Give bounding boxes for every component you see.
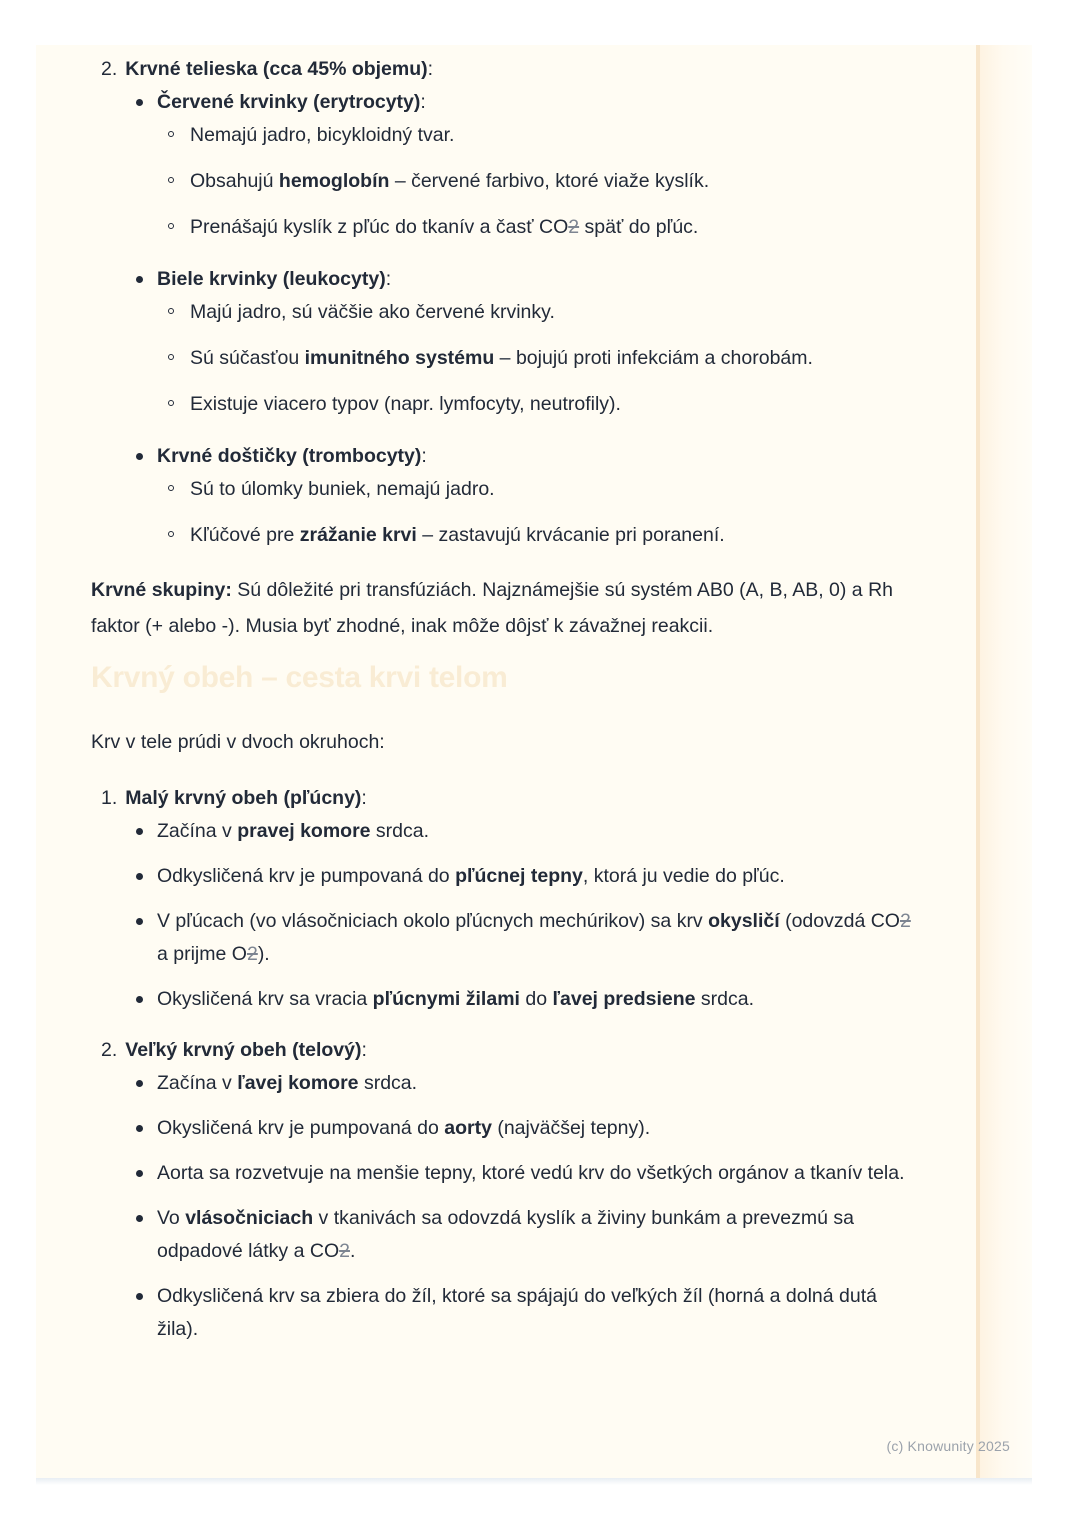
text-run: a prijme O: [157, 943, 247, 965]
text-run: ).: [257, 943, 270, 965]
text-run: .: [349, 1240, 356, 1262]
circle-marker-icon: [168, 531, 174, 537]
sub-bullet-item: [91, 473, 911, 506]
item-number: 1.: [101, 787, 118, 809]
text-run: pľúcnej tepny: [455, 865, 583, 887]
text-run: 2: [246, 943, 258, 965]
text-run: V pľúcach (vo vlásočniciach okolo pľúcnych mechúrikov) sa krv: [157, 910, 709, 932]
disc-marker-icon: [136, 918, 143, 925]
bullet-item: [91, 1067, 911, 1100]
text-run: Kľúčové pre: [190, 524, 300, 546]
text-run: imunitného systému: [304, 347, 495, 369]
text-run: zrážanie krvi: [299, 524, 417, 546]
item-number: 2.: [101, 58, 118, 80]
text-run: :: [361, 787, 367, 809]
text-run: srdca.: [370, 820, 430, 842]
text-run: – zastavujú krvácanie pri poranení.: [416, 524, 725, 546]
text-run: hemoglobín: [278, 170, 390, 192]
text-run: Odkysličená krv sa zbiera do žíl, ktoré sa spájajú do veľkých žíl (horná a dolná dutá žila).: [157, 1285, 877, 1340]
text-run: vlásočniciach: [185, 1207, 314, 1229]
numbered-item: [91, 1034, 911, 1067]
text-run: :: [421, 445, 427, 467]
text-run: pľúcnymi žilami: [372, 988, 520, 1010]
numbered-item: [91, 53, 911, 86]
sub-bullet-item: [91, 119, 911, 152]
disc-marker-icon: [136, 1215, 143, 1222]
disc-marker-icon: [136, 996, 143, 1003]
disc-marker-icon: [136, 1170, 143, 1177]
text-run: – červené farbivo, ktoré viaže kyslík.: [389, 170, 710, 192]
disc-marker-icon: [136, 276, 143, 283]
text-run: Sú to úlomky buniek, nemajú jadro.: [190, 478, 495, 500]
text-run: :: [420, 91, 426, 113]
text-run: Sú súčasťou: [190, 347, 305, 369]
text-run: srdca.: [358, 1072, 418, 1094]
disc-marker-icon: [136, 453, 143, 460]
text-run: Krvné skupiny:: [91, 579, 232, 601]
document-body: [36, 45, 976, 1346]
text-run: do: [519, 988, 553, 1010]
text-run: Sú dôležité pri transfúziách. Najznámejšie sú systém AB0 (A, B, AB, 0) a Rh faktor (+ alebo -). Musia byť zhodné, inak môže dôjsť k závažnej reakcii.: [91, 579, 893, 637]
text-run: Vo: [157, 1207, 186, 1229]
bullet-item: [91, 86, 911, 119]
sub-bullet-item: [91, 211, 911, 244]
text-run: , ktorá ju vedie do pľúc.: [582, 865, 785, 887]
text-run: Veľký krvný obeh (telový): [125, 1039, 362, 1061]
text-run: Okysličená krv sa vracia: [157, 988, 373, 1010]
bullet-item: [91, 1112, 911, 1145]
text-run: Odkysličená krv je pumpovaná do: [157, 865, 456, 887]
text-run: ľavej predsiene: [552, 988, 696, 1010]
circle-marker-icon: [168, 131, 174, 137]
text-run: :: [427, 58, 434, 80]
bullet-item: [91, 815, 911, 848]
text-run: Krvný obeh – cesta krvi telom: [91, 661, 508, 694]
text-run: späť do pľúc.: [579, 216, 699, 238]
text-run: srdca.: [695, 988, 755, 1010]
text-run: Aorta sa rozvetvuje na menšie tepny, ktoré vedú krv do všetkých orgánov a tkanív tela.: [157, 1162, 905, 1184]
sub-bullet-item: [91, 296, 911, 329]
copyright-watermark: (c) Knowunity 2025: [886, 1438, 1010, 1454]
bullet-item: [91, 1202, 911, 1268]
bullet-item: [91, 440, 911, 473]
circle-marker-icon: [168, 177, 174, 183]
text-run: :: [361, 1039, 367, 1061]
text-run: (odovzdá CO: [779, 910, 900, 932]
paragraph: [91, 724, 911, 760]
circle-marker-icon: [168, 485, 174, 491]
bullet-item: [91, 860, 911, 893]
circle-marker-icon: [168, 308, 174, 314]
text-run: 2: [568, 216, 580, 238]
text-run: (najväčšej tepny).: [491, 1117, 651, 1139]
disc-marker-icon: [136, 1293, 143, 1300]
circle-marker-icon: [168, 354, 174, 360]
bullet-item: [91, 905, 911, 971]
document-page: [36, 45, 976, 1478]
circle-marker-icon: [168, 400, 174, 406]
bullet-item: [91, 1157, 911, 1190]
section-heading: [91, 658, 911, 698]
text-run: Krvné telieska (cca 45% objemu): [125, 58, 428, 80]
bullet-item: [91, 983, 911, 1016]
text-run: Obsahujú: [190, 170, 279, 192]
disc-marker-icon: [136, 873, 143, 880]
item-number: 2.: [101, 1039, 118, 1061]
numbered-item: [91, 782, 911, 815]
text-run: Začína v: [157, 820, 238, 842]
disc-marker-icon: [136, 1125, 143, 1132]
bullet-item: [91, 1280, 911, 1346]
text-run: :: [385, 268, 392, 290]
text-run: ľavej komore: [237, 1072, 359, 1094]
text-run: v tkanivách sa odovzdá kyslík a živiny bunkám a prevezmú sa odpadové látky a CO: [157, 1207, 854, 1262]
sub-bullet-item: [91, 342, 911, 375]
text-run: Nemajú jadro, bicykloidný tvar.: [190, 124, 455, 146]
text-run: pravej komore: [237, 820, 371, 842]
text-run: okysličí: [708, 910, 780, 932]
disc-marker-icon: [136, 828, 143, 835]
text-run: Krvné doštičky (trombocyty): [157, 445, 422, 467]
text-run: Krv v tele prúdi v dvoch okruhoch:: [91, 731, 385, 753]
text-run: Červené krvinky (erytrocyty): [157, 91, 421, 113]
text-run: Začína v: [157, 1072, 238, 1094]
circle-marker-icon: [168, 223, 174, 229]
text-run: Majú jadro, sú väčšie ako červené krvinky.: [190, 301, 555, 323]
text-run: – bojujú proti infekciám a chorobám.: [494, 347, 813, 369]
text-run: Existuje viacero typov (napr. lymfocyty, neutrofily).: [190, 393, 621, 415]
text-run: Malý krvný obeh (pľúcny): [125, 787, 362, 809]
text-run: 2: [899, 910, 911, 932]
text-run: Biele krvinky (leukocyty): [157, 268, 386, 290]
text-run: Prenášajú kyslík z pľúc do tkanív a časť CO: [190, 216, 569, 238]
bullet-item: [91, 263, 911, 296]
page-side-strip: [980, 45, 1032, 1478]
text-run: 2: [339, 1240, 350, 1262]
text-run: aorty: [444, 1117, 492, 1139]
page-bottom-shadow: [36, 1478, 1032, 1485]
sub-bullet-item: [91, 519, 911, 552]
disc-marker-icon: [136, 99, 143, 106]
disc-marker-icon: [136, 1080, 143, 1087]
sub-bullet-item: [91, 388, 911, 421]
text-run: Okysličená krv je pumpovaná do: [157, 1117, 445, 1139]
paragraph: [91, 572, 911, 644]
sub-bullet-item: [91, 165, 911, 198]
